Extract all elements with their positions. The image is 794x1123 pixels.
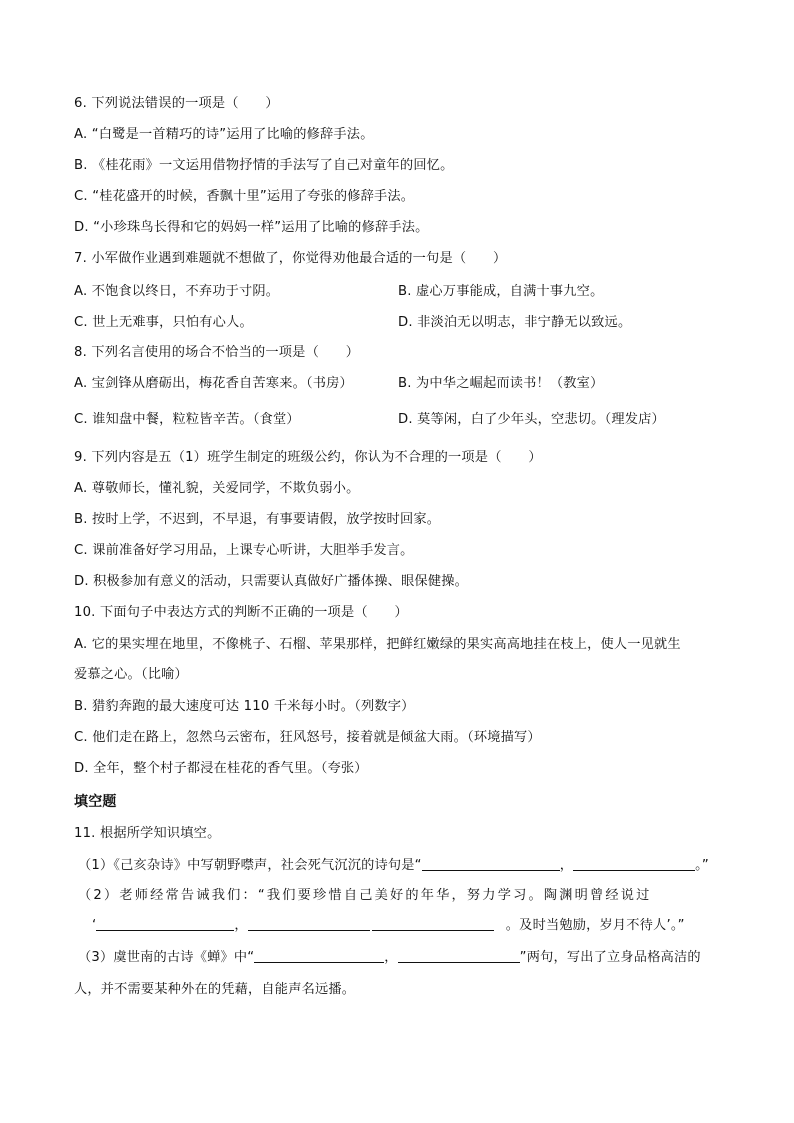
section-title: 填空题 [74, 794, 117, 810]
q6-option-c: C. “桂花盛开的时候，香飘十里”运用了夸张的修辞手法。 [74, 189, 415, 204]
q11-part1-prefix: （1）《己亥杂诗》中写朝野噤声，社会死气沉沉的诗句是“ [78, 858, 422, 873]
q11-part2-blank-2[interactable] [248, 916, 370, 931]
q11-part3-blank-2[interactable] [398, 948, 520, 963]
q6-option-a: A. “白鹭是一首精巧的诗”运用了比喻的修辞手法。 [74, 127, 374, 142]
q6-stem: 6. 下列说法错误的一项是（ ） [74, 96, 279, 111]
q9-option-a: A. 尊敬师长，懂礼貌，关爱同学，不欺负弱小。 [74, 481, 360, 496]
q8-stem: 8. 下列名言使用的场合不恰当的一项是（ ） [74, 345, 360, 360]
q8-option-c: C. 谁知盘中餐，粒粒皆辛苦。（食堂） [74, 412, 300, 427]
q11-part3-comma: ， [384, 950, 398, 965]
q10-option-a-line1: A. 它的果实埋在地里，不像桃子、石榴、苹果那样，把鲜红嫩绿的果实高高地挂在枝上，使人一见就生 [74, 637, 681, 652]
q11-part2-blank-3[interactable] [372, 916, 494, 931]
q9-option-d: D. 积极参加有意义的活动，只需要认真做好广播体操、眼保健操。 [74, 574, 468, 589]
q10-option-b: B. 猎豹奔跑的最大速度可达 110 千米每小时。（列数字） [74, 699, 415, 714]
q11-part1 [78, 856, 709, 876]
q11-stem: 11. 根据所学知识填空。 [74, 826, 221, 841]
q9-option-c: C. 课前准备好学习用品，上课专心听讲，大胆举手发言。 [74, 543, 414, 558]
q11-part1-suffix: 。” [695, 858, 709, 873]
q11-part2-comma: ， [234, 918, 248, 933]
q11-part2-blank-1[interactable] [96, 916, 234, 931]
q8-option-a: A. 宝剑锋从磨砺出，梅花香自苦寒来。（书房） [74, 376, 353, 391]
q11-part1-comma: ， [559, 858, 574, 873]
q11-part3-blank-1[interactable] [254, 948, 384, 963]
q8-option-b: B. 为中华之崛起而读书！（教室） [398, 376, 604, 391]
q10-option-c: C. 他们走在路上，忽然乌云密布，狂风怒号，接着就是倾盆大雨。（环境描写） [74, 730, 541, 745]
q7-option-d: D. 非淡泊无以明志，非宁静无以致远。 [398, 315, 632, 330]
q11-part2-line1: （2）老师经常告诫我们：“我们要珍惜自己美好的年华，努力学习。陶渊明曾经说过 [78, 888, 652, 903]
q9-option-b: B. 按时上学，不迟到，不早退，有事要请假，放学按时回家。 [74, 512, 441, 527]
q11-part1-blank-2[interactable] [573, 856, 695, 871]
q10-stem: 10. 下面句子中表达方式的判断不正确的一项是（ ） [74, 605, 408, 620]
q11-part2-line2 [92, 916, 685, 936]
q10-option-d: D. 全年，整个村子都浸在桂花的香气里。（夸张） [74, 761, 368, 776]
q7-stem: 7. 小军做作业遇到难题就不想做了，你觉得劝他最合适的一句是（ ） [74, 251, 507, 266]
q10-option-a-line2: 爱慕之心。（比喻） [74, 667, 188, 682]
q6-option-d: D. “小珍珠鸟长得和它的妈妈一样”运用了比喻的修辞手法。 [74, 220, 429, 235]
q11-part3-line2: 人，并不需要某种外在的凭藉，自能声名远播。 [74, 982, 356, 997]
q7-option-c: C. 世上无难事，只怕有心人。 [74, 315, 253, 330]
q11-part1-blank-1[interactable] [422, 856, 560, 871]
q9-stem: 9. 下列内容是五（1）班学生制定的班级公约，你认为不合理的一项是（ ） [74, 450, 542, 465]
q8-option-d: D. 莫等闲，白了少年头，空悲切。（理发店） [398, 412, 665, 427]
q11-part3-prefix: （3）虞世南的古诗《蝉》中“ [78, 950, 255, 965]
q11-part3-suffix: ”两句，写出了立身品格高洁的 [519, 950, 701, 965]
q7-option-b: B. 虚心万事能成，自满十事九空。 [398, 284, 604, 299]
q11-part3-line1 [78, 948, 701, 968]
q11-part2-open-quote: ‘ [92, 918, 97, 933]
q7-option-a: A. 不饱食以终日，不弃功于寸阴。 [74, 284, 280, 299]
q6-option-b: B. 《桂花雨》一文运用借物抒情的手法写了自己对童年的回忆。 [74, 158, 454, 173]
q11-part2-suffix: 。及时当勉励，岁月不待人’。” [505, 918, 685, 933]
